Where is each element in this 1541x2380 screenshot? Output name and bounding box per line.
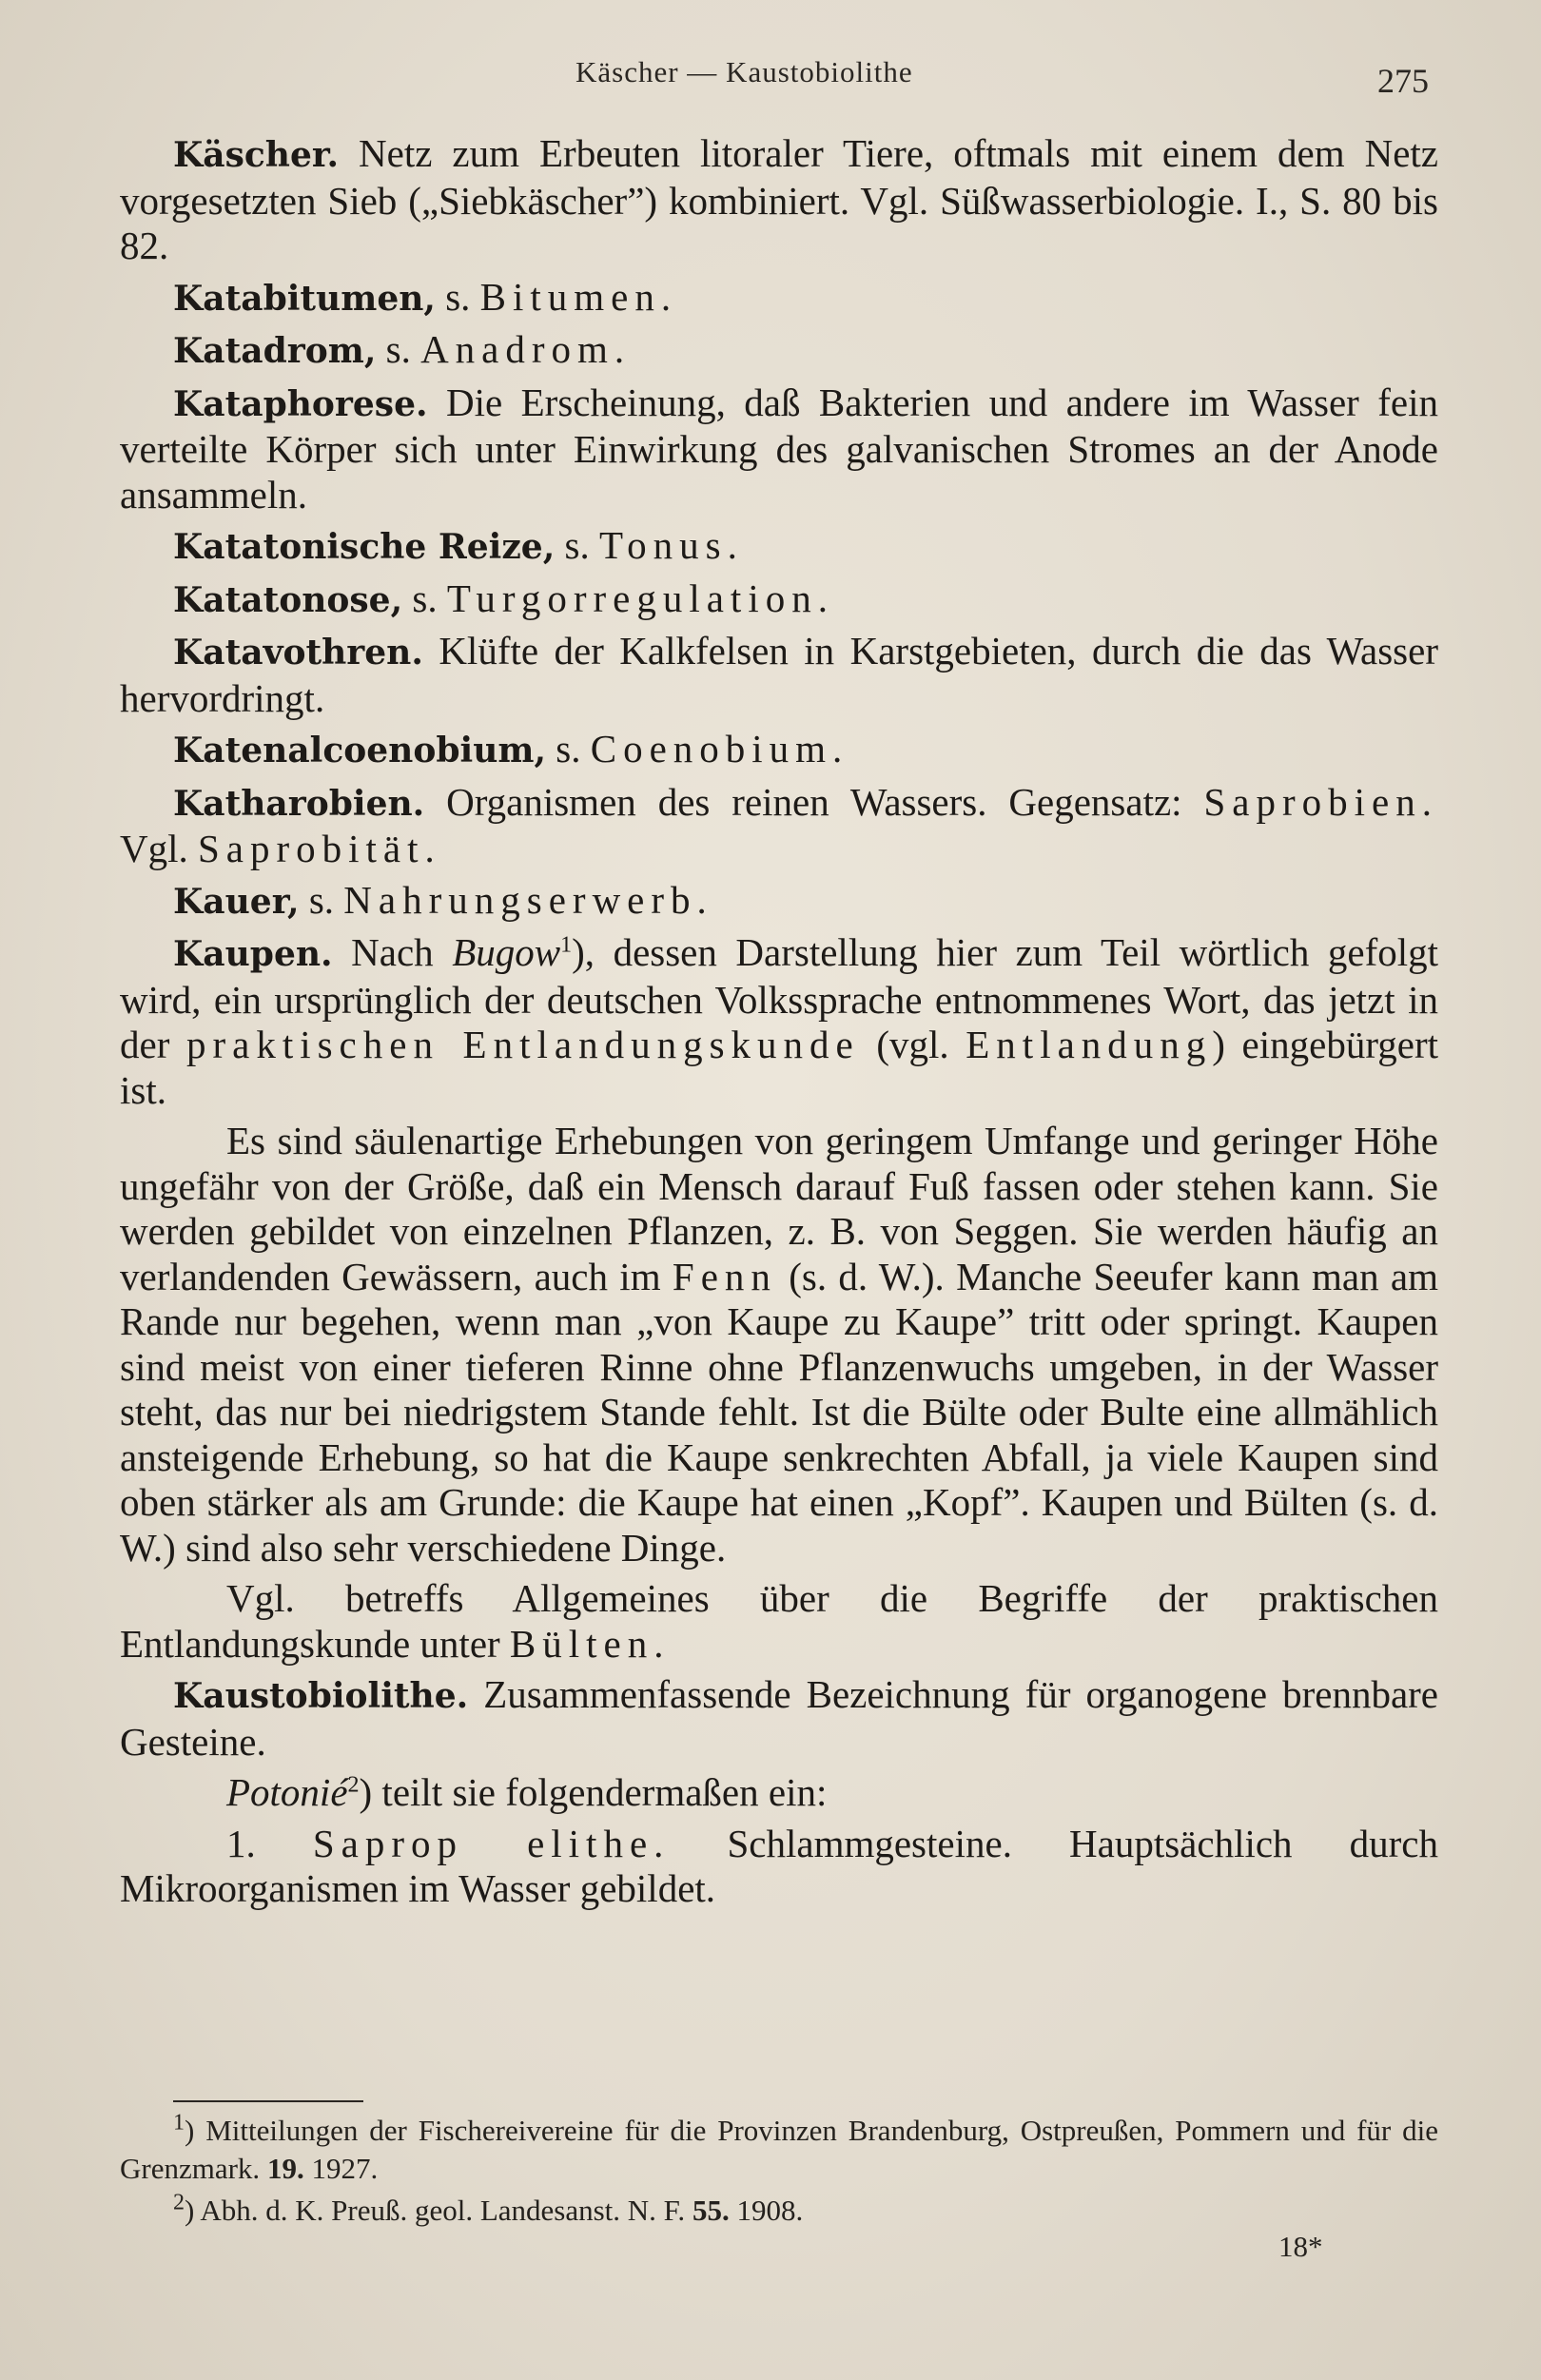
footnote-2: [120, 2192, 1438, 2230]
entry-text: s.: [555, 523, 599, 567]
author-name: Potonié: [226, 1770, 348, 1814]
paragraph-text: (s. d. W.). Manche Seeufer kann man am Rande nur begehen, wenn man „von Kaupe zu Kaupe” tritt oder springt. Kaupen sind meist von einer tieferen Rinne ohne Pflanzenwuchs umgeben, in der Wasser steht, das nur bei niedrigstem Stande fehlt. Ist die Bülte oder Bulte eine allmählich ansteigende Erhebung, so hat die Kaupe senkrechten Abfall, ja viele Kaupen sind oben stärker als am Grunde: die Kaupe hat einen „Kopf”. Kaupen und Bülten (s. d. W.) sind also sehr verschiedene Dinge.: [120, 1254, 1438, 1570]
entry-text: (vgl.: [859, 1023, 966, 1066]
entry-term: Kataphorese.: [173, 383, 428, 424]
cross-reference: Nahrungserwerb.: [343, 877, 713, 922]
entry-katavothren: [120, 629, 1438, 721]
entry-term: Katabitumen,: [173, 278, 436, 319]
paragraph-sapropelithe: [120, 1822, 1438, 1912]
paragraph-text: Es sind säulenartige Erhebungen von geringem Umfange und geringer Höhe ungefähr von der Größe, daß ein Mensch darauf Fuß fassen oder stehen kann. Sie werden gebildet von einzelnen Pflanzen, z. B. von Seggen. Sie werden häufig an verlandenden Gewässern, auch im: [120, 1119, 1438, 1298]
entry-term: Katatonose,: [173, 579, 403, 620]
page-body: [120, 131, 1438, 1918]
entry-kaescher: [120, 131, 1438, 269]
entry-kaupen: [120, 930, 1438, 1113]
paragraph-text: Vgl. betreffs Allgemeines über die Begriffe der praktischen Entlandungskunde unter: [120, 1576, 1438, 1666]
entry-term: Käscher.: [173, 135, 340, 175]
entry-katadrom: [120, 327, 1438, 375]
paragraph-potonie: [120, 1770, 1438, 1816]
entry-text: s.: [402, 575, 447, 620]
entry-katatonose: [120, 576, 1438, 624]
entry-kataphorese: [120, 380, 1438, 518]
footnote-number: 2: [173, 2190, 185, 2215]
spaced-term: Saprop elithe.: [312, 1821, 671, 1865]
footnote-text: ) Mitteilungen der Fischereivereine für die Provinzen Brandenburg, Ostpreußen, Pommern und für die Grenzmark.: [120, 2114, 1438, 2185]
entry-text: Organismen des reinen Wassers. Gegensatz:: [424, 779, 1204, 824]
footnote-marker: 1: [560, 932, 573, 958]
entry-text: Die Erscheinung, daß Bakterien und andere im Wasser fein verteilte Körper sich unter Einwirkung des galvanischen Stromes an der Anode ansammeln.: [120, 380, 1438, 517]
entry-katabitumen: [120, 275, 1438, 322]
cross-reference: Turgorregulation.: [446, 575, 834, 620]
cross-reference: Coenobium.: [590, 727, 849, 771]
footnote-text: ) Abh. d. K. Preuß. geol. Landesanst. N. F.: [185, 2194, 692, 2227]
cross-reference: Bülten.: [509, 1621, 671, 1666]
entry-text: Zusammenfassende Bezeichnung für organogene brennbare Gesteine.: [120, 1672, 1438, 1764]
entry-text: ), dessen Darstellung hier zum Teil wörtlich gefolgt wird, ein ursprünglich der deutschen Volkssprache entnommenes Wort, das jetzt in der: [120, 930, 1439, 1066]
cross-reference: Saprobität.: [198, 827, 441, 870]
paragraph-kaupen-description: [120, 1119, 1438, 1570]
entry-text: Nach: [332, 930, 453, 974]
entry-term: Kaustobiolithe.: [173, 1676, 469, 1716]
paragraph-kaupen-reference: [120, 1576, 1438, 1667]
cross-reference: Tonus.: [598, 523, 744, 567]
entry-katenalcoenobium: [120, 727, 1438, 774]
footnote-volume: 55.: [692, 2194, 730, 2227]
cross-reference: Bitumen.: [479, 274, 678, 319]
entry-term: Kauer,: [173, 881, 300, 922]
footnote-1: [120, 2112, 1438, 2188]
page-header: [0, 55, 1541, 103]
footnote-year: 1927.: [303, 2152, 379, 2185]
paragraph-text: ) teilt sie folgendermaßen ein:: [359, 1770, 828, 1814]
cross-reference: Anadrom.: [420, 327, 632, 371]
cross-reference: Saprobien.: [1203, 779, 1438, 824]
spaced-term: praktischen Entlandungskunde: [185, 1023, 860, 1066]
entry-text: Klüfte der Kalkfelsen in Karstgebieten, durch die das Wasser hervordringt.: [120, 629, 1438, 720]
entry-term: Katenalcoenobium,: [173, 731, 546, 771]
entry-term: Katharobien.: [173, 783, 425, 824]
entry-text: Vgl.: [120, 827, 198, 870]
footnote-year: 1908.: [729, 2194, 804, 2227]
entry-text: ) eingebürgert ist.: [120, 1023, 1438, 1112]
page-number: 275: [1377, 62, 1429, 100]
entry-text: s.: [299, 877, 344, 922]
entry-term: Kaupen.: [173, 934, 333, 974]
entry-text: s.: [546, 727, 591, 771]
signature-mark: 18*: [1278, 2230, 1323, 2263]
list-number: 1.: [226, 1821, 313, 1865]
entry-katatonische-reize: [120, 523, 1438, 571]
author-name: Bugow: [452, 930, 561, 974]
entry-text: Netz zum Erbeuten litoraler Tiere, oftmals mit einem dem Netz vorgesetzten Sieb („Siebkäscher”) kombiniert. Vgl. Süßwasserbiologie. I., S. 80 bis 82.: [120, 131, 1438, 267]
footnote-volume: 19.: [266, 2152, 304, 2185]
entry-text: s.: [376, 327, 421, 371]
entry-term: Katavothren.: [173, 633, 423, 673]
entry-kaustobiolithe: [120, 1672, 1438, 1765]
entry-text: s.: [435, 274, 480, 319]
running-head: Käscher — Kaustobiolithe: [575, 55, 913, 88]
entry-term: Katatonische Reize,: [173, 527, 556, 567]
entry-katharobien: [120, 780, 1438, 872]
footnotes: [120, 2100, 1438, 2234]
cross-reference: Entlandung: [966, 1023, 1213, 1066]
footnote-rule: [173, 2100, 363, 2102]
footnote-marker: 2: [347, 1772, 360, 1798]
footnote-number: 1: [173, 2110, 185, 2136]
entry-term: Katadrom,: [173, 331, 377, 371]
paragraph-text: Schlammgesteine. Hauptsächlich durch Mikroorganismen im Wasser gebildet.: [120, 1821, 1438, 1910]
cross-reference: Fenn: [672, 1254, 777, 1298]
entry-kauer: [120, 878, 1438, 926]
